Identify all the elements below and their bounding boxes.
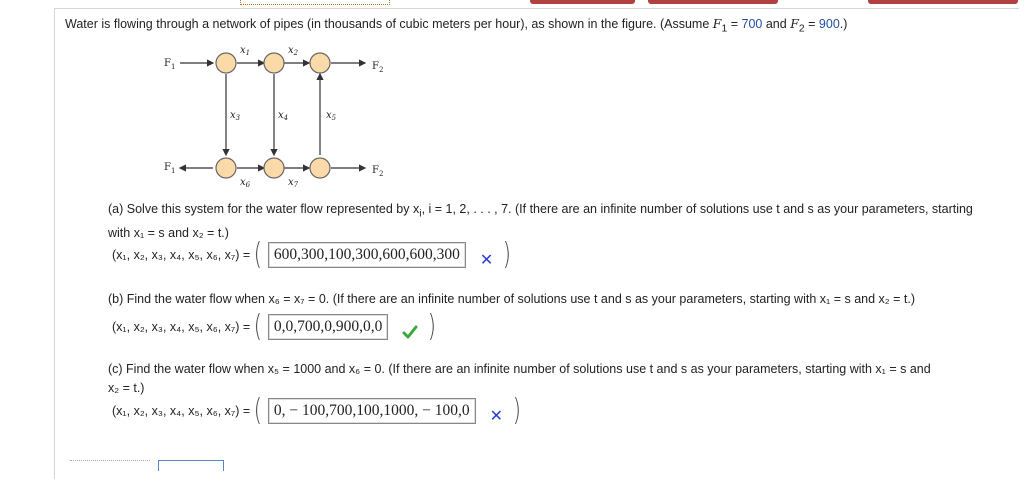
left-paren: ( (253, 309, 263, 344)
problem-statement (65, 16, 847, 35)
right-paren: ) (512, 393, 521, 428)
part-b-tuple-label: (x₁, x₂, x₃, x₄, x₅, x₆, x₇) = (112, 320, 251, 334)
part-c-line1: (c) Find the water flow when x₅ = 1000 and x₆ = 0. (If there are an infinite number of solutions use t and s as your parameters, starting with x₁ = s and (108, 362, 931, 376)
label-x3: $x_3$ (230, 110, 241, 122)
incorrect-x-icon: ✕ (479, 252, 494, 269)
and-text: and (762, 17, 791, 31)
part-a-line1: (a) Solve this system for the water flow represented by x (108, 202, 420, 216)
junction-node (264, 158, 284, 178)
label-x4: $x_4$ (278, 110, 289, 122)
junction-node (216, 53, 236, 73)
junction-node (310, 53, 330, 73)
equals-sign: = (727, 17, 742, 31)
f1-subscript: 1 (721, 23, 728, 35)
problem-text-end: .) (839, 17, 848, 31)
pipe-network-figure (150, 40, 390, 190)
part-a-line2: with x₁ = s and x₂ = t.) (108, 225, 229, 240)
label-f2-top: $F_2$ (372, 61, 384, 74)
top-nav-button[interactable] (530, 0, 635, 4)
label-f2-bottom: $F_2$ (372, 165, 384, 178)
right-paren: ) (428, 309, 437, 344)
part-b-prompt (108, 290, 915, 309)
top-nav-button[interactable] (648, 0, 778, 4)
label-x6: $x_6$ (240, 177, 251, 189)
incorrect-x-icon: ✕ (489, 408, 504, 425)
f1-variable: F (712, 16, 722, 31)
part-c-answer-row (112, 393, 525, 428)
label-x2: $x_2$ (288, 45, 299, 57)
junction-node (264, 53, 284, 73)
part-a-answer-input[interactable]: 600,300,100,300,600,600,300 (268, 242, 466, 268)
part-a-tuple-label: (x₁, x₂, x₃, x₄, x₅, x₆, x₇) = (112, 248, 251, 262)
top-dotted-control[interactable] (240, 0, 390, 5)
part-a-prompt (108, 200, 973, 243)
part-c-line2: x₂ = t.) (108, 381, 145, 395)
part-a-sub: i (419, 208, 422, 220)
part-a-line1-rest: , i = 1, 2, . . . , 7. (If there are an infinite number of solutions use t and s as your parameters, starting (421, 202, 973, 216)
left-paren: ( (253, 237, 263, 272)
part-a-answer-row (112, 237, 515, 272)
left-paren: ( (253, 393, 263, 428)
part-c-answer-input[interactable]: 0, − 100,700,100,1000, − 100,0 (268, 398, 476, 424)
equals-sign: = (804, 17, 819, 31)
f1-value: 700 (741, 17, 763, 31)
junction-node (216, 158, 236, 178)
f2-variable: F (790, 16, 799, 31)
label-x7: $x_7$ (288, 177, 299, 189)
junction-node (310, 158, 330, 178)
right-paren: ) (503, 237, 512, 272)
top-nav-button[interactable] (868, 0, 1018, 4)
part-b-answer-input[interactable]: 0,0,700,0,900,0,0 (268, 314, 389, 340)
label-f1-top: $F_1$ (164, 58, 176, 71)
part-c-tuple-label: (x₁, x₂, x₃, x₄, x₅, x₆, x₇) = (112, 404, 251, 418)
part-b-line1: (b) Find the water flow when x₆ = x₇ = 0. (If there are an infinite number of solutions use t and s as your parameters, starting with x₁ = s and x₂ = t.) (108, 292, 915, 306)
label-f1-bottom: $F_1$ (164, 162, 176, 175)
correct-check-icon (402, 324, 418, 340)
part-b-answer-row (112, 309, 440, 344)
bottom-input-field[interactable] (158, 460, 224, 471)
problem-text: Water is flowing through a network of pipes (in thousands of cubic meters per hour), as shown in the figure. (Assume (65, 17, 713, 31)
f2-value: 900 (818, 17, 840, 31)
bottom-faint-text (70, 460, 150, 465)
label-x5: $x_5$ (326, 110, 337, 122)
f2-subscript: 2 (798, 23, 805, 35)
label-x1: $x_1$ (240, 45, 251, 57)
